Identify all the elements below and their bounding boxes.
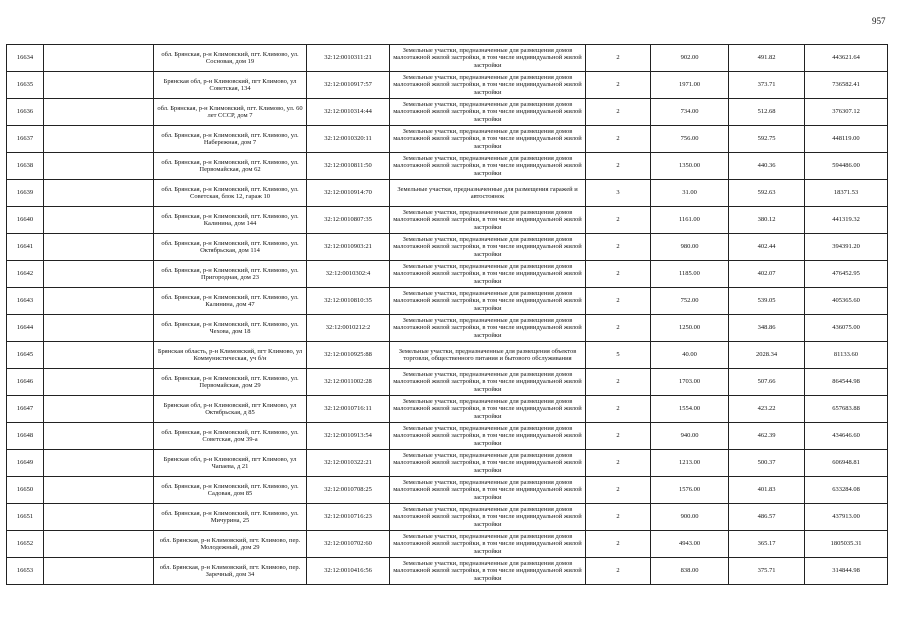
cadastral-number-cell: 32:12:0010314:44 [307,99,390,126]
cadastral-number-cell: 32:12:0010416:56 [307,558,390,585]
cadastral-number-cell: 32:12:0010807:35 [307,207,390,234]
cadastral-value-cell: 736582.41 [805,72,888,99]
land-use-cell: Земельные участки, предназначенные для размещения домов малоэтажной жилой застройки, в том числе индивидуальной жилой застройки [390,504,586,531]
table-row [7,180,888,207]
land-use-cell: Земельные участки, предназначенные для размещения объектов торговли, общественного питания и бытового обслуживания [390,342,586,369]
address-cell: обл. Брянская, р-н Климовский, пгт. Климово, ул. Октябрьская, дом 114 [154,234,307,261]
land-use-cell: Земельные участки, предназначенные для размещения домов малоэтажной жилой застройки, в том числе индивидуальной жилой застройки [390,72,586,99]
address-cell: обл. Брянская, р-н Климовский, пгт. Климово, ул. Первомайская, дом 62 [154,153,307,180]
specific-value-cell: 423.22 [729,396,805,423]
table-row [7,45,888,72]
blank-cell [44,207,154,234]
category-cell: 2 [586,450,651,477]
table-row [7,261,888,288]
land-use-cell: Земельные участки, предназначенные для размещения домов малоэтажной жилой застройки, в том числе индивидуальной жилой застройки [390,477,586,504]
table-row [7,234,888,261]
specific-value-cell: 380.12 [729,207,805,234]
cadastral-value-cell: 633284.08 [805,477,888,504]
blank-cell [44,558,154,585]
table-row [7,72,888,99]
land-use-cell: Земельные участки, предназначенные для размещения домов малоэтажной жилой застройки, в том числе индивидуальной жилой застройки [390,450,586,477]
area-cell: 900.00 [651,504,729,531]
area-cell: 838.00 [651,558,729,585]
cadastral-number-cell: 32:12:0010311:21 [307,45,390,72]
cadastral-value-table [6,44,888,585]
row-number-cell: 16641 [7,234,44,261]
table-row [7,477,888,504]
row-number-cell: 16637 [7,126,44,153]
table-row [7,315,888,342]
blank-cell [44,180,154,207]
area-cell: 40.00 [651,342,729,369]
area-cell: 1185.00 [651,261,729,288]
cadastral-value-cell: 441319.32 [805,207,888,234]
land-use-cell: Земельные участки, предназначенные для размещения домов малоэтажной жилой застройки, в том числе индивидуальной жилой застройки [390,207,586,234]
table-row [7,504,888,531]
land-use-cell: Земельные участки, предназначенные для размещения домов малоэтажной жилой застройки, в том числе индивидуальной жилой застройки [390,531,586,558]
area-cell: 1576.00 [651,477,729,504]
row-number-cell: 16651 [7,504,44,531]
category-cell: 2 [586,99,651,126]
table-row [7,288,888,315]
area-cell: 980.00 [651,234,729,261]
category-cell: 5 [586,342,651,369]
cadastral-number-cell: 32:12:0010702:60 [307,531,390,558]
row-number-cell: 16636 [7,99,44,126]
cadastral-value-cell: 476452.95 [805,261,888,288]
row-number-cell: 16642 [7,261,44,288]
blank-cell [44,342,154,369]
row-number-cell: 16639 [7,180,44,207]
address-cell: Брянская область, р-н Климовский, пгт Климово, ул Коммунистическая, уч б/н [154,342,307,369]
row-number-cell: 16647 [7,396,44,423]
address-cell: обл. Брянская, р-н Климовский, пгт. Климово, ул. Калинина, дом 144 [154,207,307,234]
category-cell: 2 [586,72,651,99]
cadastral-number-cell: 32:12:0010810:35 [307,288,390,315]
address-cell: обл. Брянская, р-н Климовский, пгт. Климово, ул. Мичурина, 25 [154,504,307,531]
row-number-cell: 16653 [7,558,44,585]
cadastral-number-cell: 32:12:0010903:21 [307,234,390,261]
land-use-cell: Земельные участки, предназначенные для размещения домов малоэтажной жилой застройки, в том числе индивидуальной жилой застройки [390,288,586,315]
address-cell: Брянская обл, р-н Климовский, пгт Климово, ул Советская, 134 [154,72,307,99]
address-cell: обл. Брянская, р-н Климовский, пгт. Климово, ул. Первомайская, дом 29 [154,369,307,396]
address-cell: обл. Брянская, р-н Климовский, пгт. Климово, пер. Молодежный, дом 29 [154,531,307,558]
cadastral-value-cell: 448119.00 [805,126,888,153]
row-number-cell: 16649 [7,450,44,477]
blank-cell [44,504,154,531]
address-cell: обл. Брянская, р-н Климовский, пгт. Климово, ул. Садовая, дом 85 [154,477,307,504]
cadastral-number-cell: 32:12:0010925:88 [307,342,390,369]
blank-cell [44,531,154,558]
cadastral-number-cell: 32:12:0010716:11 [307,396,390,423]
area-cell: 752.00 [651,288,729,315]
table-row [7,99,888,126]
blank-cell [44,261,154,288]
cadastral-number-cell: 32:12:0011002:28 [307,369,390,396]
category-cell: 2 [586,423,651,450]
land-use-cell: Земельные участки, предназначенные для размещения домов малоэтажной жилой застройки, в том числе индивидуальной жилой застройки [390,126,586,153]
cadastral-value-cell: 437913.00 [805,504,888,531]
address-cell: обл. Брянская, р-н Климовский, пгт. Климово, ул. Советская, блок 12, гараж 10 [154,180,307,207]
category-cell: 2 [586,558,651,585]
area-cell: 4943.00 [651,531,729,558]
table-row [7,126,888,153]
specific-value-cell: 440.36 [729,153,805,180]
specific-value-cell: 592.75 [729,126,805,153]
category-cell: 2 [586,126,651,153]
address-cell: обл. Брянская, р-н Климовский, пгт. Климово, ул. Сосновая, дом 19 [154,45,307,72]
cadastral-value-cell: 436075.00 [805,315,888,342]
specific-value-cell: 500.37 [729,450,805,477]
category-cell: 2 [586,315,651,342]
category-cell: 2 [586,261,651,288]
area-cell: 1213.00 [651,450,729,477]
blank-cell [44,396,154,423]
specific-value-cell: 486.57 [729,504,805,531]
table-row [7,396,888,423]
cadastral-number-cell: 32:12:0010212:2 [307,315,390,342]
area-cell: 940.00 [651,423,729,450]
specific-value-cell: 539.05 [729,288,805,315]
cadastral-value-cell: 657683.88 [805,396,888,423]
cadastral-value-cell: 1805035.31 [805,531,888,558]
row-number-cell: 16640 [7,207,44,234]
specific-value-cell: 365.17 [729,531,805,558]
land-use-cell: Земельные участки, предназначенные для размещения домов малоэтажной жилой застройки, в том числе индивидуальной жилой застройки [390,315,586,342]
land-use-cell: Земельные участки, предназначенные для размещения домов малоэтажной жилой застройки, в том числе индивидуальной жилой застройки [390,396,586,423]
blank-cell [44,153,154,180]
area-cell: 902.00 [651,45,729,72]
specific-value-cell: 491.82 [729,45,805,72]
cadastral-value-cell: 314844.98 [805,558,888,585]
address-cell: обл. Брянская, р-н Климовский, пгт. Климово, ул. Набережная, дом 7 [154,126,307,153]
area-cell: 756.00 [651,126,729,153]
address-cell: обл. Брянская, р-н Климовский, пгт. Климово, пер. Заречный, дом 34 [154,558,307,585]
cadastral-number-cell: 32:12:0010302:4 [307,261,390,288]
category-cell: 2 [586,477,651,504]
category-cell: 2 [586,504,651,531]
table-row [7,558,888,585]
row-number-cell: 16646 [7,369,44,396]
category-cell: 2 [586,531,651,558]
blank-cell [44,72,154,99]
blank-cell [44,477,154,504]
blank-cell [44,369,154,396]
specific-value-cell: 373.71 [729,72,805,99]
page-number: 957 [872,16,886,26]
land-use-cell: Земельные участки, предназначенные для размещения домов малоэтажной жилой застройки, в том числе индивидуальной жилой застройки [390,45,586,72]
address-cell: Брянская обл, р-н Климовский, пгт Климово, ул Чапаева, д 21 [154,450,307,477]
land-use-cell: Земельные участки, предназначенные для размещения домов малоэтажной жилой застройки, в том числе индивидуальной жилой застройки [390,234,586,261]
area-cell: 1250.00 [651,315,729,342]
blank-cell [44,423,154,450]
table-row [7,207,888,234]
area-cell: 1350.00 [651,153,729,180]
specific-value-cell: 2028.34 [729,342,805,369]
table-row [7,531,888,558]
row-number-cell: 16635 [7,72,44,99]
address-cell: обл. Брянская, р-н Климовский, пгт. Климово, ул. Чехова, дом 18 [154,315,307,342]
cadastral-value-cell: 434646.60 [805,423,888,450]
row-number-cell: 16638 [7,153,44,180]
table-row [7,153,888,180]
specific-value-cell: 348.86 [729,315,805,342]
category-cell: 2 [586,288,651,315]
blank-cell [44,288,154,315]
land-use-cell: Земельные участки, предназначенные для размещения домов малоэтажной жилой застройки, в том числе индивидуальной жилой застройки [390,558,586,585]
land-use-cell: Земельные участки, предназначенные для размещения домов малоэтажной жилой застройки, в том числе индивидуальной жилой застройки [390,261,586,288]
cadastral-value-cell: 405365.60 [805,288,888,315]
area-cell: 1554.00 [651,396,729,423]
area-cell: 1703.00 [651,369,729,396]
cadastral-value-cell: 443621.64 [805,45,888,72]
blank-cell [44,450,154,477]
specific-value-cell: 512.68 [729,99,805,126]
cadastral-value-cell: 376307.12 [805,99,888,126]
row-number-cell: 16644 [7,315,44,342]
cadastral-number-cell: 32:12:0010811:50 [307,153,390,180]
area-cell: 734.00 [651,99,729,126]
blank-cell [44,234,154,261]
cadastral-number-cell: 32:12:0010320:11 [307,126,390,153]
row-number-cell: 16652 [7,531,44,558]
address-cell: обл. Брянская, р-н Климовский, пгт. Климово, ул. Калинина, дом 47 [154,288,307,315]
specific-value-cell: 402.07 [729,261,805,288]
blank-cell [44,45,154,72]
row-number-cell: 16650 [7,477,44,504]
blank-cell [44,315,154,342]
row-number-cell: 16645 [7,342,44,369]
land-use-cell: Земельные участки, предназначенные для размещения домов малоэтажной жилой застройки, в том числе индивидуальной жилой застройки [390,99,586,126]
address-cell: Брянская обл, р-н Климовский, пгт Климово, ул Октябрьская, д 85 [154,396,307,423]
row-number-cell: 16648 [7,423,44,450]
specific-value-cell: 592.63 [729,180,805,207]
cadastral-number-cell: 32:12:0010914:70 [307,180,390,207]
specific-value-cell: 402.44 [729,234,805,261]
cadastral-value-cell: 81133.60 [805,342,888,369]
area-cell: 1161.00 [651,207,729,234]
cadastral-number-cell: 32:12:0010708:25 [307,477,390,504]
address-cell: обл. Брянская, р-н Климовский, пгт. Климово, ул. Советская, дом 39-а [154,423,307,450]
category-cell: 2 [586,369,651,396]
cadastral-number-cell: 32:12:0010322:21 [307,450,390,477]
category-cell: 2 [586,234,651,261]
specific-value-cell: 507.66 [729,369,805,396]
category-cell: 2 [586,45,651,72]
cadastral-value-cell: 606948.81 [805,450,888,477]
cadastral-value-cell: 594486.00 [805,153,888,180]
area-cell: 31.00 [651,180,729,207]
land-use-cell: Земельные участки, предназначенные для размещения домов малоэтажной жилой застройки, в том числе индивидуальной жилой застройки [390,369,586,396]
table-body [7,45,888,585]
specific-value-cell: 462.39 [729,423,805,450]
row-number-cell: 16634 [7,45,44,72]
address-cell: обл. Брянская, р-н Климовский, пгт. Климово, ул. Пригородная, дом 23 [154,261,307,288]
category-cell: 2 [586,153,651,180]
cadastral-number-cell: 32:12:0010716:23 [307,504,390,531]
category-cell: 3 [586,180,651,207]
area-cell: 1971.00 [651,72,729,99]
cadastral-value-cell: 394391.20 [805,234,888,261]
specific-value-cell: 401.83 [729,477,805,504]
land-use-cell: Земельные участки, предназначенные для размещения гаражей и автостоянок [390,180,586,207]
specific-value-cell: 375.71 [729,558,805,585]
category-cell: 2 [586,207,651,234]
table-row [7,369,888,396]
blank-cell [44,126,154,153]
cadastral-value-cell: 864544.98 [805,369,888,396]
land-use-cell: Земельные участки, предназначенные для размещения домов малоэтажной жилой застройки, в том числе индивидуальной жилой застройки [390,153,586,180]
table-row [7,342,888,369]
cadastral-number-cell: 32:12:0010913:54 [307,423,390,450]
cadastral-value-cell: 18371.53 [805,180,888,207]
table-row [7,423,888,450]
address-cell: обл. Брянская, р-н Климовский, пгт. Климово, ул. 60 лет СССР, дом 7 [154,99,307,126]
table-row [7,450,888,477]
land-use-cell: Земельные участки, предназначенные для размещения домов малоэтажной жилой застройки, в том числе индивидуальной жилой застройки [390,423,586,450]
cadastral-number-cell: 32:12:0010917:57 [307,72,390,99]
category-cell: 2 [586,396,651,423]
row-number-cell: 16643 [7,288,44,315]
blank-cell [44,99,154,126]
